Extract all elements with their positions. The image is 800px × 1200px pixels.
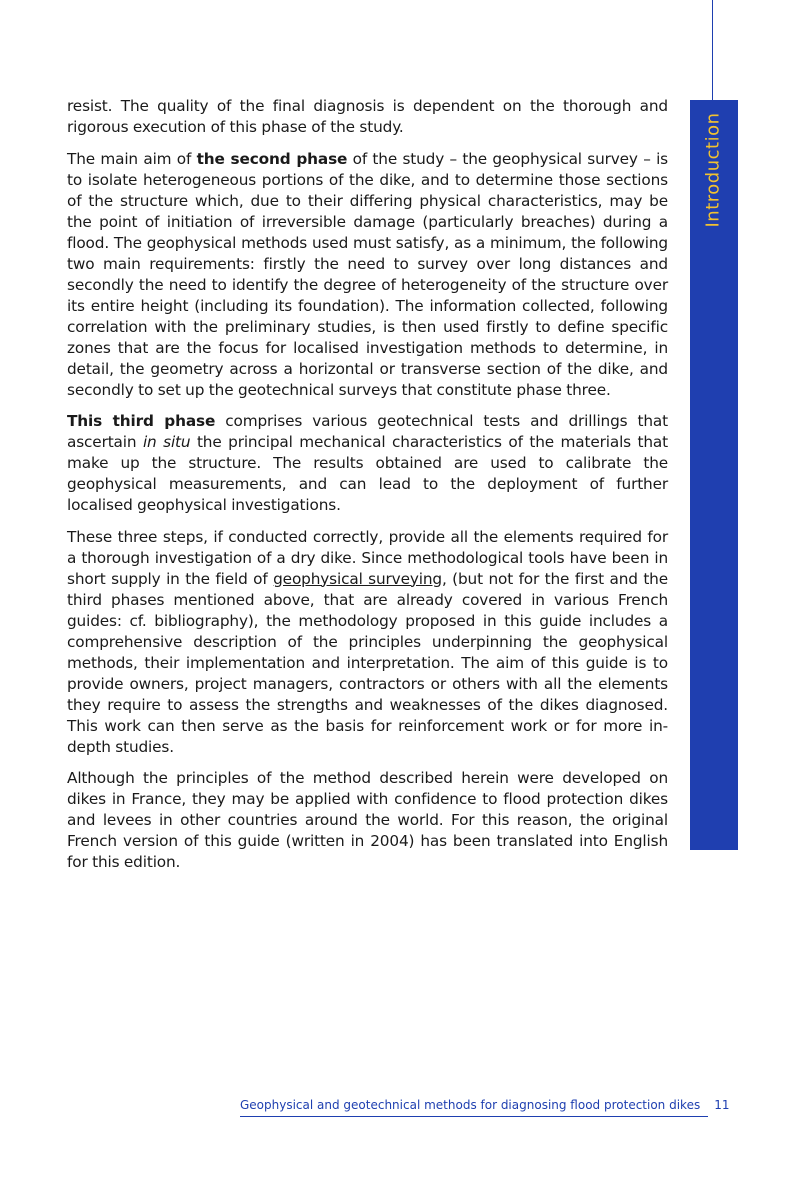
paragraph-4-text-a: These three steps, if conducted correctly, provide all the elements required for a thorough investigation of a dry dike. Since methodological tools have been in short supply in the field of — [67, 527, 668, 588]
paragraph-2-bold: the second phase — [196, 149, 348, 168]
paragraph-2-lead: The main aim of — [67, 149, 197, 168]
page-number: 11 — [714, 1098, 730, 1112]
paragraph-2-text: of the study – the geophysical survey – is to isolate heterogeneous portions of the dike, and to determine those sections of the structure which, due to their differing physical characteristics, may be the point of initiation of irreversible damage (particularly breaches) during a flood. The geophysical methods used must satisfy, as a minimum, the following two main requirements: firstly the need to survey over long distances and secondly the need to identify the degree of heterogeneity of the structure over its entire height (including its foundation). The information collected, following correlation with the preliminary studies, is then used firstly to define specific zones that are the focus for localised investigation methods to determine, in detail, the geometry across a horizontal or transverse section of the dike, and secondly to set up the geotechnical surveys that constitute phase three. — [67, 149, 668, 399]
paragraph-5 — [67, 768, 668, 873]
paragraph-3-text-a: comprises various geotechnical tests and drillings that ascertain — [67, 412, 668, 451]
paragraph-4-underlined: geophysical surveying — [273, 569, 442, 588]
paragraph-1 — [67, 96, 668, 138]
paragraph-2 — [67, 149, 668, 401]
page-footer — [240, 1096, 730, 1117]
paragraph-3-text-b: the principal mechanical characteristics of the materials that make up the structure. The results obtained are used to calibrate the geophysical measurements, and can lead to the deployment of further localised geophysical investigations. — [67, 433, 668, 514]
top-rule-line — [712, 0, 713, 100]
paragraph-4 — [67, 527, 668, 758]
paragraph-5-text: Although the principles of the method described herein were developed on dikes in France, they may be applied with confidence to flood protection dikes and levees in other countries around the world. For this reason, the original French version of this guide (written in 2004) has been translated into English for this edition. — [67, 769, 668, 871]
paragraph-3 — [67, 411, 668, 516]
paragraph-3-bold: This third phase — [67, 412, 216, 430]
footer-title: Geophysical and geotechnical methods for diagnosing flood protection dikes — [240, 1098, 701, 1112]
paragraph-4-text-b: , (but not for the first and the third phases mentioned above, that are already covered in various French guides: cf. bibliography), the methodology proposed in this guide includes a comprehensive description of the principles underpinning the geophysical methods, their implementation and interpretation. The aim of this guide is to provide owners, project managers, contractors or others with all the elements they require to assess the strengths and weaknesses of the dikes diagnosed. This work can then serve as the basis for reinforcement work or for more in-depth studies. — [67, 569, 668, 756]
paragraph-3-italic: in situ — [142, 433, 191, 451]
paragraph-1-text: resist. The quality of the final diagnosis is dependent on the thorough and rigorous execution of this phase of the study. — [67, 97, 668, 136]
body-text — [67, 96, 668, 884]
section-tab-label: Introduction — [702, 112, 724, 228]
